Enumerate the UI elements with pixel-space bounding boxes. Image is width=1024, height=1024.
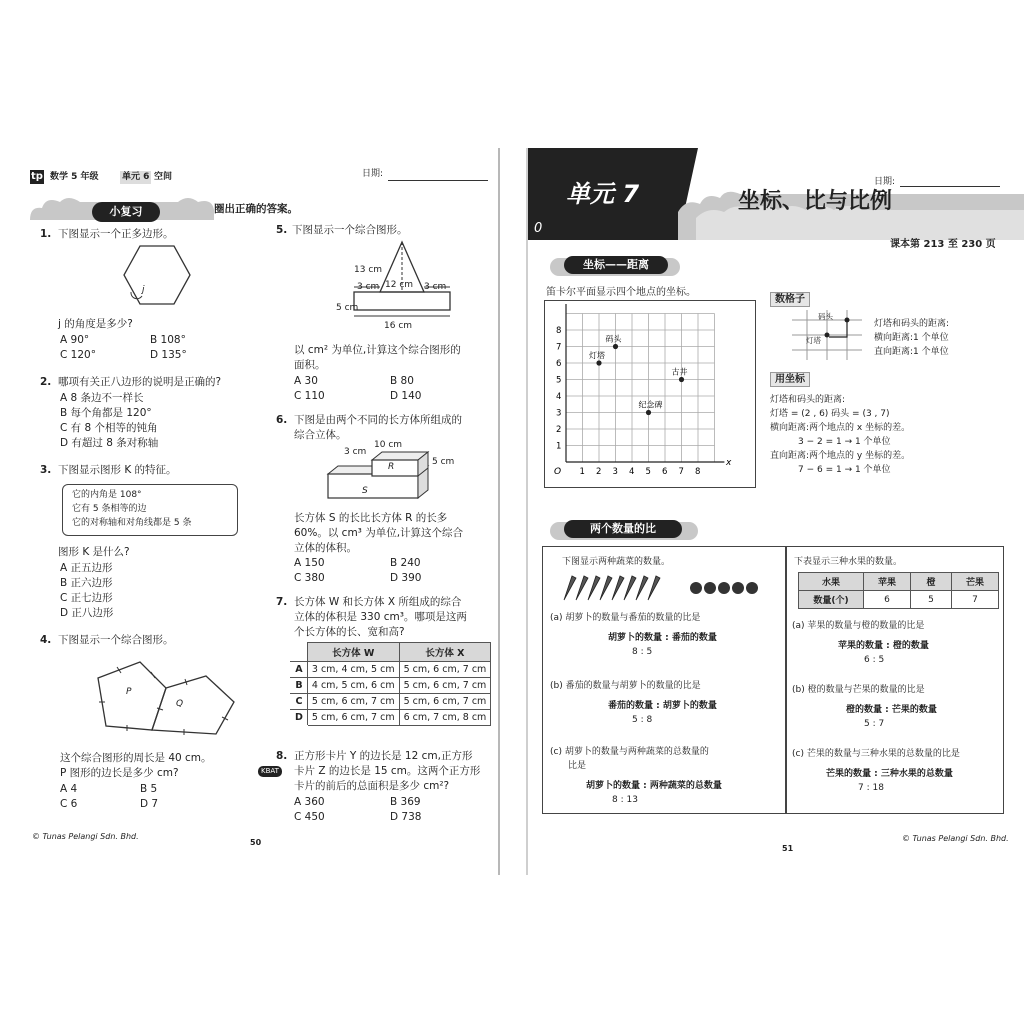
q4-text2: 这个综合图形的周长是 40 cm。 bbox=[60, 752, 212, 764]
date-line-right bbox=[900, 186, 1000, 187]
q1-number: 1. bbox=[40, 228, 52, 240]
x-tick-label: 2 bbox=[596, 467, 602, 477]
hexagon-figure bbox=[122, 244, 192, 306]
q8-text-1: 正方形卡片 Y 的边长是 12 cm,正方形 bbox=[294, 750, 473, 762]
q5-option-d[interactable]: D 140 bbox=[390, 390, 422, 402]
q5-dim-12: 12 cm bbox=[385, 280, 414, 290]
fruit-r3: 7 bbox=[952, 591, 999, 609]
fruit-qb: (b) 橙的数量与芒果的数量的比是 bbox=[792, 685, 925, 695]
q7-text-1: 长方体 W 和长方体 X 所组成的综合 bbox=[294, 596, 462, 608]
veg-qb-label: 番茄的数量 : 胡萝卜的数量 bbox=[608, 701, 717, 711]
q5-text: 下图显示一个综合图形。 bbox=[292, 224, 408, 236]
q1-option-c[interactable]: C 120° bbox=[60, 349, 96, 361]
cell-w: 5 cm, 6 cm, 7 cm bbox=[307, 710, 399, 726]
instruction: 圈出正确的答案。 bbox=[214, 203, 298, 215]
q2-option-d[interactable]: D 有超过 8 条对称轴 bbox=[60, 437, 159, 449]
coord-line-3: 横向距离:两个地点的 x 坐标的差。 bbox=[770, 423, 911, 433]
location-point bbox=[679, 377, 684, 382]
date-label-right: 日期: bbox=[874, 177, 896, 187]
x-tick-label: 5 bbox=[645, 467, 651, 477]
q1-text: 下图显示一个正多边形。 bbox=[58, 228, 174, 240]
q3-option-c[interactable]: C 正七边形 bbox=[60, 592, 113, 604]
q2-option-b[interactable]: B 每个角都是 120° bbox=[60, 407, 152, 419]
mini-label-b: 灯塔 bbox=[806, 336, 821, 345]
q1-question: j 的角度是多少? bbox=[58, 318, 133, 330]
y-tick-label: 6 bbox=[556, 359, 562, 369]
q6-question-1: 长方体 S 的长比长方体 R 的长多 bbox=[294, 512, 448, 524]
page-number: 50 bbox=[250, 838, 262, 847]
fruit-title: 下表显示三种水果的数量。 bbox=[794, 557, 903, 567]
q8-option-a[interactable]: A 360 bbox=[294, 796, 325, 808]
q5-dim-3b: 3 cm bbox=[424, 282, 447, 292]
q6-label-s: S bbox=[362, 486, 368, 496]
q7-number: 7. bbox=[276, 596, 288, 608]
fruit-table bbox=[798, 572, 999, 609]
left-page bbox=[28, 148, 500, 875]
fruit-r1: 6 bbox=[864, 591, 911, 609]
q5-option-c[interactable]: C 110 bbox=[294, 390, 325, 402]
q4-label-p: P bbox=[126, 687, 132, 697]
fruit-h2: 橙 bbox=[911, 573, 952, 591]
y-tick-label: 5 bbox=[556, 375, 562, 386]
q6-number: 6. bbox=[276, 414, 288, 426]
table-row[interactable] bbox=[291, 694, 491, 710]
mini-label-a: 码头 bbox=[818, 312, 833, 321]
q6-dim-10: 10 cm bbox=[374, 440, 403, 450]
fruit-qc-value: 7 : 18 bbox=[858, 783, 884, 793]
q5-question-2: 面积。 bbox=[294, 359, 326, 371]
fruit-h0: 水果 bbox=[799, 573, 864, 591]
location-point bbox=[613, 344, 618, 349]
q5-question-1: 以 cm² 为单位,计算这个综合图形的 bbox=[294, 344, 461, 356]
date-line bbox=[388, 180, 488, 181]
origin-label: O bbox=[554, 467, 562, 477]
count-line-3: 直向距离:1 个单位 bbox=[874, 347, 949, 357]
textbook-ref: 课本第 213 至 230 页 bbox=[890, 239, 996, 250]
q2-option-c[interactable]: C 有 8 个相等的钝角 bbox=[60, 422, 158, 434]
fruit-qb-label: 橙的数量 : 芒果的数量 bbox=[846, 705, 937, 715]
y-axis-label bbox=[561, 304, 568, 305]
q7-col-x: 长方体 X bbox=[399, 643, 491, 662]
kbat-badge: KBAT bbox=[258, 766, 282, 777]
q6-question-3: 立体的体积。 bbox=[294, 542, 357, 554]
q8-text-3: 卡片的前后的总面积是多少 cm²? bbox=[294, 780, 450, 792]
q1-angle-label: j bbox=[142, 285, 145, 295]
table-row[interactable] bbox=[291, 678, 491, 694]
sec1-desc: 笛卡尔平面显示四个地点的坐标。 bbox=[546, 287, 696, 298]
q3-feature-1: 它的内角是 108° bbox=[72, 490, 142, 500]
count-line-2: 横向距离:1 个单位 bbox=[874, 333, 949, 343]
cell-x: 5 cm, 6 cm, 7 cm bbox=[399, 678, 491, 694]
q6-option-d[interactable]: D 390 bbox=[390, 572, 422, 584]
q8-option-c[interactable]: C 450 bbox=[294, 811, 325, 823]
cuboids-figure bbox=[324, 446, 434, 506]
location-label: 灯塔 bbox=[589, 351, 605, 360]
veg-qa-label: 胡萝卜的数量 : 番茄的数量 bbox=[608, 633, 717, 643]
q5-dim-13: 13 cm bbox=[354, 265, 383, 275]
q3-option-b[interactable]: B 正六边形 bbox=[60, 577, 113, 589]
q1-option-a[interactable]: A 90° bbox=[60, 334, 90, 346]
unit-label: 单元 6 bbox=[122, 172, 150, 182]
cell-w: 4 cm, 5 cm, 6 cm bbox=[307, 678, 399, 694]
q4-option-d[interactable]: D 7 bbox=[140, 798, 159, 810]
row-key: D bbox=[291, 710, 308, 726]
sec1-banner: 坐标——距离 bbox=[564, 256, 668, 274]
sec2-banner: 两个数量的比 bbox=[564, 520, 682, 538]
x-tick-label: 1 bbox=[579, 467, 585, 477]
fruit-qb-value: 5 : 7 bbox=[864, 719, 885, 729]
q5-number: 5. bbox=[276, 224, 288, 236]
coord-line-4: 3 − 2 = 1 → 1 个单位 bbox=[798, 437, 891, 447]
location-label: 古井 bbox=[671, 367, 688, 377]
cell-x: 5 cm, 6 cm, 7 cm bbox=[399, 694, 491, 710]
review-banner: 小复习 bbox=[92, 202, 160, 222]
veg-qa: (a) 胡萝卜的数量与番茄的数量的比是 bbox=[550, 613, 701, 623]
table-row[interactable] bbox=[291, 662, 491, 678]
row-key: B bbox=[291, 678, 308, 694]
date-label: 日期: bbox=[362, 169, 384, 179]
q7-table bbox=[290, 642, 491, 726]
x-tick-label: 7 bbox=[678, 467, 684, 477]
page-number-right: 51 bbox=[782, 844, 794, 853]
count-line-1: 灯塔和码头的距离: bbox=[874, 319, 950, 329]
q8-text-2: 卡片 Z 的边长是 15 cm。这两个正方形 bbox=[294, 765, 481, 777]
fruit-qc-label: 芒果的数量 : 三种水果的总数量 bbox=[826, 769, 953, 779]
location-label: 纪念碑 bbox=[638, 400, 663, 410]
q6-option-c[interactable]: C 380 bbox=[294, 572, 325, 584]
fruit-r2: 5 bbox=[911, 591, 952, 609]
y-tick-label: 7 bbox=[556, 342, 562, 353]
q7-table-corner bbox=[291, 643, 308, 662]
coord-title: 用坐标 bbox=[770, 372, 810, 387]
x-tick-label: 6 bbox=[662, 467, 668, 477]
publisher-logo: tp bbox=[31, 171, 43, 182]
q7-col-w: 长方体 W bbox=[307, 643, 399, 662]
location-label: 码头 bbox=[605, 334, 622, 344]
q3-feature-2: 它有 5 条相等的边 bbox=[72, 504, 147, 514]
q6-label-r: R bbox=[388, 462, 395, 472]
table-row[interactable] bbox=[291, 710, 491, 726]
y-tick-label: 4 bbox=[556, 392, 562, 402]
q6-text-2: 综合立体。 bbox=[294, 429, 347, 441]
fruit-h3: 芒果 bbox=[952, 573, 999, 591]
q2-text: 哪项有关正八边形的说明是正确的? bbox=[58, 376, 222, 388]
row-key: A bbox=[291, 662, 308, 678]
cell-x: 6 cm, 7 cm, 8 cm bbox=[399, 710, 491, 726]
veg-qc-1: (c) 胡萝卜的数量与两种蔬菜的总数量的 bbox=[550, 747, 709, 757]
cell-w: 3 cm, 4 cm, 5 cm bbox=[307, 662, 399, 678]
q5-dim-5: 5 cm bbox=[336, 303, 359, 313]
x-tick-label: 4 bbox=[629, 467, 635, 477]
q7-text-3: 个长方体的长、宽和高? bbox=[294, 626, 405, 638]
veg-qc-2: 比是 bbox=[568, 761, 587, 771]
q5-dim-16: 16 cm bbox=[384, 321, 413, 331]
coord-line-6: 7 − 6 = 1 → 1 个单位 bbox=[798, 465, 891, 475]
q2-number: 2. bbox=[40, 376, 52, 388]
y-tick-label: 2 bbox=[556, 425, 562, 435]
fruit-qa-value: 6 : 5 bbox=[864, 655, 885, 665]
subject-label: 数学 5 年级 bbox=[50, 172, 99, 182]
q6-option-a[interactable]: A 150 bbox=[294, 557, 325, 569]
q4-option-a[interactable]: A 4 bbox=[60, 783, 78, 795]
y-tick-label: 1 bbox=[556, 441, 562, 452]
q7-text-2: 立体的体积是 330 cm³。哪项是这两 bbox=[294, 611, 467, 623]
q5-option-b[interactable]: B 80 bbox=[390, 375, 414, 387]
q4-number: 4. bbox=[40, 634, 52, 646]
q4-question: P 图形的边长是多少 cm? bbox=[60, 767, 179, 779]
location-point bbox=[646, 410, 651, 415]
y-tick-label: 3 bbox=[556, 408, 562, 419]
q6-dim-3: 3 cm bbox=[344, 447, 367, 457]
q4-text: 下图显示一个综合图形。 bbox=[58, 634, 174, 646]
veg-title: 下图显示两种蔬菜的数量。 bbox=[562, 557, 671, 567]
q5-option-a[interactable]: A 30 bbox=[294, 375, 318, 387]
q3-number: 3. bbox=[40, 464, 52, 476]
right-page bbox=[526, 148, 1024, 875]
corner-mark: 0 bbox=[534, 221, 543, 236]
veg-qa-value: 8 : 5 bbox=[632, 647, 653, 657]
y-tick-label: 8 bbox=[556, 326, 562, 336]
q2-option-a[interactable]: A 8 条边不一样长 bbox=[60, 392, 144, 404]
q5-dim-3a: 3 cm bbox=[357, 282, 380, 292]
veg-qc-label: 胡萝卜的数量 : 两种蔬菜的总数量 bbox=[586, 781, 722, 791]
q1-option-d[interactable]: D 135° bbox=[150, 349, 187, 361]
q6-dim-5: 5 cm bbox=[432, 457, 455, 467]
q4-option-c[interactable]: C 6 bbox=[60, 798, 78, 810]
copyright-right: © Tunas Pelangi Sdn. Bhd. bbox=[902, 834, 1009, 843]
q8-option-d[interactable]: D 738 bbox=[390, 811, 422, 823]
q1-option-b[interactable]: B 108° bbox=[150, 334, 186, 346]
q4-option-b[interactable]: B 5 bbox=[140, 783, 158, 795]
fruit-qa: (a) 苹果的数量与橙的数量的比是 bbox=[792, 621, 925, 631]
cell-x: 5 cm, 6 cm, 7 cm bbox=[399, 662, 491, 678]
row-key: C bbox=[291, 694, 308, 710]
q3-question: 图形 K 是什么? bbox=[58, 546, 130, 558]
q3-option-d[interactable]: D 正八边形 bbox=[60, 607, 114, 619]
coord-line-1: 灯塔和码头的距离: bbox=[770, 395, 846, 405]
cartesian-graph bbox=[548, 304, 754, 486]
x-tick-label: 3 bbox=[612, 467, 618, 477]
veg-qb: (b) 番茄的数量与胡萝卜的数量的比是 bbox=[550, 681, 701, 691]
count-title: 数格子 bbox=[770, 292, 810, 307]
q3-text: 下图显示图形 K 的特征。 bbox=[58, 464, 177, 476]
q6-question-2: 60%。以 cm³ 为单位,计算这个综合 bbox=[294, 527, 464, 539]
pentagons-figure bbox=[94, 656, 244, 736]
unit-name: 空间 bbox=[154, 172, 173, 182]
table-row bbox=[799, 591, 999, 609]
fruit-qc: (c) 芒果的数量与三种水果的总数量的比是 bbox=[792, 749, 960, 759]
coord-line-2: 灯塔 = (2 , 6) 码头 = (3 , 7) bbox=[770, 409, 890, 419]
unit-tag: 单元 7 bbox=[566, 180, 640, 208]
x-tick-label: 8 bbox=[695, 467, 701, 477]
fruit-qa-label: 苹果的数量 : 橙的数量 bbox=[838, 641, 929, 651]
q3-option-a[interactable]: A 正五边形 bbox=[60, 562, 113, 574]
fruit-r0: 数量(个) bbox=[799, 591, 864, 609]
copyright: © Tunas Pelangi Sdn. Bhd. bbox=[32, 832, 139, 841]
q6-text-1: 下图是由两个不同的长方体所组成的 bbox=[294, 414, 462, 426]
veg-qb-value: 5 : 8 bbox=[632, 715, 653, 725]
coord-line-5: 直向距离:两个地点的 y 坐标的差。 bbox=[770, 451, 911, 461]
location-point bbox=[596, 360, 601, 365]
cell-w: 5 cm, 6 cm, 7 cm bbox=[307, 694, 399, 710]
q6-option-b[interactable]: B 240 bbox=[390, 557, 421, 569]
x-axis-label: x bbox=[726, 458, 732, 468]
fruit-h1: 苹果 bbox=[864, 573, 911, 591]
q8-number: 8. bbox=[276, 750, 288, 762]
q4-label-q: Q bbox=[176, 699, 184, 709]
veg-qc-value: 8 : 13 bbox=[612, 795, 638, 805]
q8-option-b[interactable]: B 369 bbox=[390, 796, 421, 808]
unit-title: 坐标、比与比例 bbox=[738, 189, 893, 214]
vegetables-picture bbox=[560, 572, 778, 602]
q3-feature-3: 它的对称轴和对角线都是 5 条 bbox=[72, 518, 192, 528]
